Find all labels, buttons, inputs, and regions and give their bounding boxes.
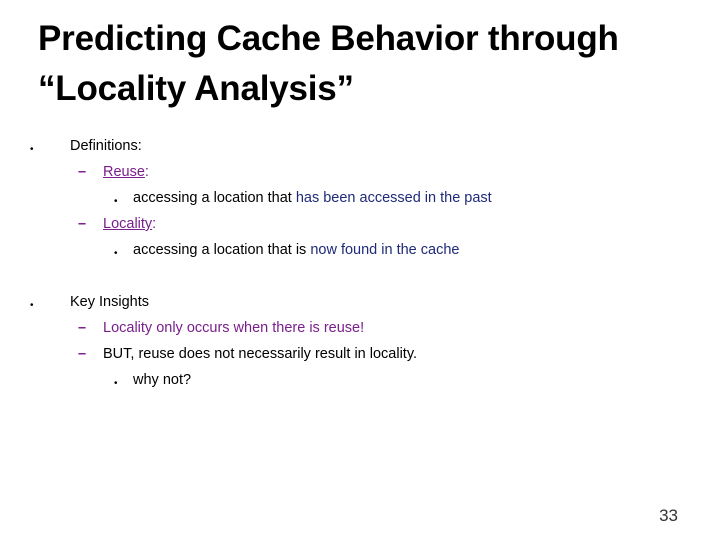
definitions-heading: Definitions: xyxy=(70,138,142,154)
page-number: 33 xyxy=(659,506,678,525)
bullet-locality-def: • xyxy=(114,248,118,259)
locality-term: Locality xyxy=(103,216,153,232)
slide-title-line-1: Predicting Cache Behavior through xyxy=(38,19,619,58)
locality-colon: : xyxy=(152,216,157,232)
insight-point-1: Locality only occurs when there is reuse! xyxy=(103,320,365,336)
slide-title-line-2: “Locality Analysis” xyxy=(38,69,354,108)
reuse-definition xyxy=(133,188,492,208)
bullet-definitions: • xyxy=(30,144,34,155)
dash-point-2: – xyxy=(78,346,87,362)
bullet-insights: • xyxy=(30,300,34,311)
dash-point-1: – xyxy=(78,320,87,336)
reuse-def-blue: has been accessed in the past xyxy=(291,190,492,206)
reuse-term-line xyxy=(103,162,149,182)
bullet-subpoint: • xyxy=(114,378,118,389)
reuse-colon: : xyxy=(144,164,149,180)
insight-subpoint: why not? xyxy=(133,372,192,388)
locality-term-line xyxy=(103,214,156,234)
dash-locality: – xyxy=(78,216,87,232)
locality-def-black: accessing a location that is xyxy=(133,242,307,258)
locality-definition xyxy=(133,240,459,260)
insights-heading: Key Insights xyxy=(70,294,149,310)
dash-reuse: – xyxy=(78,164,87,180)
slide-title xyxy=(38,14,698,114)
reuse-term: Reuse xyxy=(103,164,145,180)
bullet-reuse-def: • xyxy=(114,196,118,207)
reuse-def-black: accessing a location that xyxy=(133,190,292,206)
insight-point-2: BUT, reuse does not necessarily result in locality. xyxy=(103,346,418,362)
locality-def-blue: now found in the cache xyxy=(306,242,460,258)
